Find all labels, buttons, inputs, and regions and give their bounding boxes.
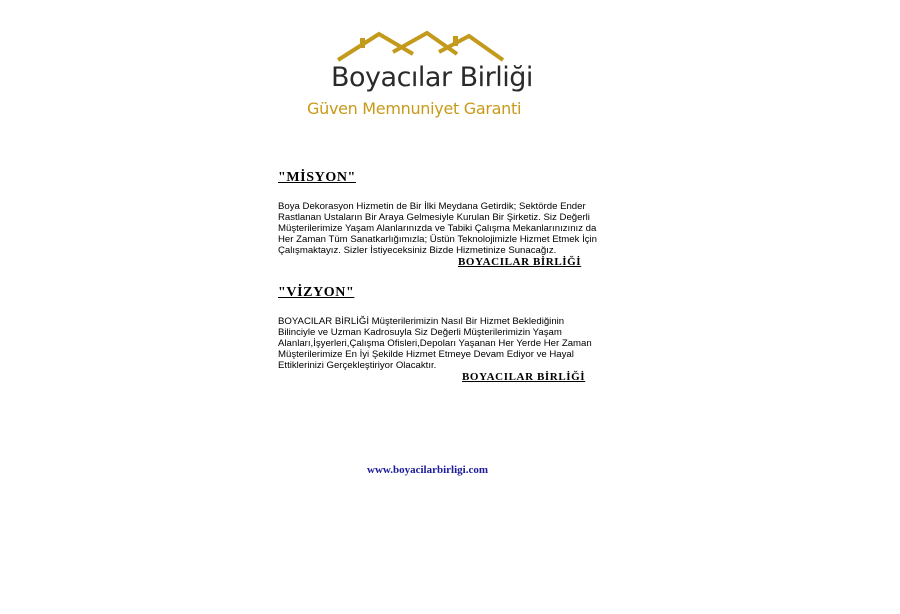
logo-slogan-text: Güven Memnuniyet Garanti xyxy=(307,99,522,118)
logo xyxy=(305,30,537,126)
vision-text: BOYACILAR BİRLİĞİ Müşterilerimizin Nasıl Bir Hizmet Beklediğinin Bilinciyle ve Uzman Kadrosuyla Siz Değerli Müşterilerimizin Yaşam Alanları,İşyerleri,Çalışma Ofisleri,Depoları Yaşanan Her Yerde Her Zaman Müşterilerimize En İyi Şekilde Hizmet Etmeye Devam Ediyor ve Hayal Ettiklerinizi Gerçekleştiriyor Olacaktır. xyxy=(278,316,592,371)
roof-logo-icon xyxy=(335,30,507,64)
mission-signature: BOYACILAR BİRLİĞİ xyxy=(458,256,582,268)
mission-heading: "MİSYON" xyxy=(278,170,356,185)
vision-heading: "VİZYON" xyxy=(278,285,355,300)
vision-signature: BOYACILAR BİRLİĞİ xyxy=(462,371,586,383)
logo-brand-text: Boyacılar Birliği xyxy=(331,62,533,93)
mission-text: Boya Dekorasyon Hizmetin de Bir İlki Meydana Getirdik; Sektörde Ender Rastlanan Ustaların Bir Araya Gelmesiyle Kurulan Bir Şirketiz. Siz Değerli Müşterilerimize Yaşam Alanlarınızda ve Tabiki Çalışma Mekanlarınızınız da Her Zaman Tüm Sanatkarlığımızla; Üstün Teknolojimizle Hizmet Etmek İçin Çalışmaktayız. Sizler İstiyeceksiniz Bizde Hizmetinize Sunacağız. xyxy=(278,201,598,256)
website-link[interactable]: www.boyacilarbirligi.com xyxy=(367,464,488,476)
